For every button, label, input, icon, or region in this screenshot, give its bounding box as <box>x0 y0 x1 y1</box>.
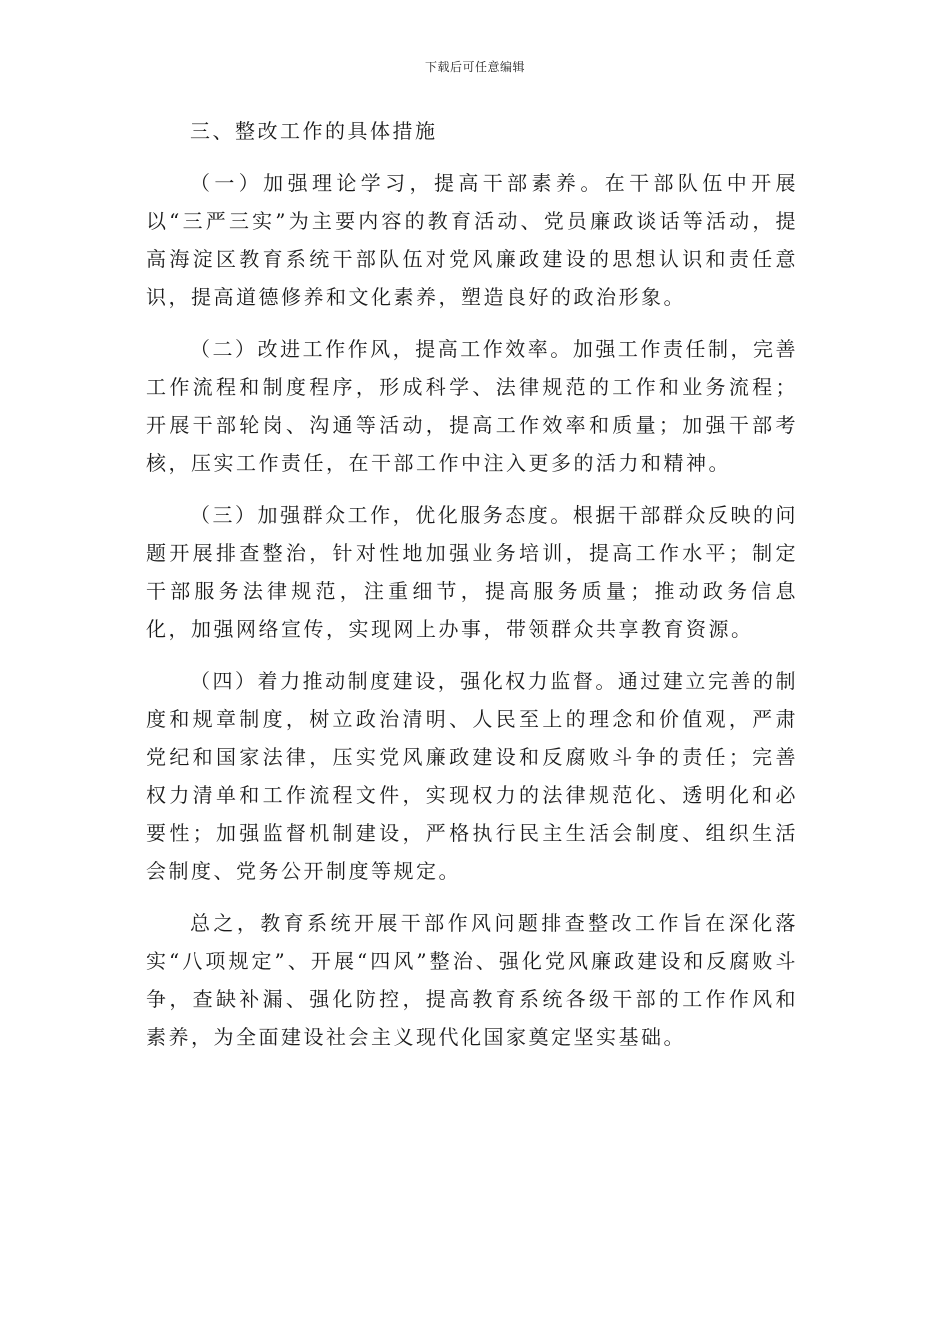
paragraph-measure-2: （二）改进工作作风，提高工作效率。加强工作责任制，完善工作流程和制度程序，形成科学、法律规范的工作和业务流程；开展干部轮岗、沟通等活动，提高工作效率和质量；加强干部考核，压实工作责任，在干部工作中注入更多的活力和精神。 <box>146 337 798 475</box>
document-body <box>146 112 798 1070</box>
paragraph-measure-1: （一）加强理论学习，提高干部素养。在干部队伍中开展以“三严三实”为主要内容的教育活动、党员廉政谈话等活动，提高海淀区教育系统干部队伍对党风廉政建设的思想认识和责任意识，提高道德修养和文化素养，塑造良好的政治形象。 <box>146 171 798 309</box>
paragraph-conclusion: 总之，教育系统开展干部作风问题排查整改工作旨在深化落实“八项规定”、开展“四风”整治、强化党风廉政建设和反腐败斗争，查缺补漏、强化防控，提高教育系统各级干部的工作作风和素养，为全面建设社会主义现代化国家奠定坚实基础。 <box>146 911 798 1049</box>
paragraph-measure-4: （四）着力推动制度建设，强化权力监督。通过建立完善的制度和规章制度，树立政治清明、人民至上的理念和价值观，严肃党纪和国家法律，压实党风廉政建设和反腐败斗争的责任；完善权力清单和工作流程文件，实现权力的法律规范化、透明化和必要性；加强监督机制建设，严格执行民主生活会制度、组织生活会制度、党务公开制度等规定。 <box>146 669 798 883</box>
header-note: 下载后可任意编辑 <box>424 60 525 74</box>
paragraph-measure-3: （三）加强群众工作，优化服务态度。根据干部群众反映的问题开展排查整治，针对性地加强业务培训，提高工作水平；制定干部服务法律规范，注重细节，提高服务质量；推动政务信息化，加强网络宣传，实现网上办事，带领群众共享教育资源。 <box>146 503 798 641</box>
section-heading: 三、整改工作的具体措施 <box>190 119 438 143</box>
